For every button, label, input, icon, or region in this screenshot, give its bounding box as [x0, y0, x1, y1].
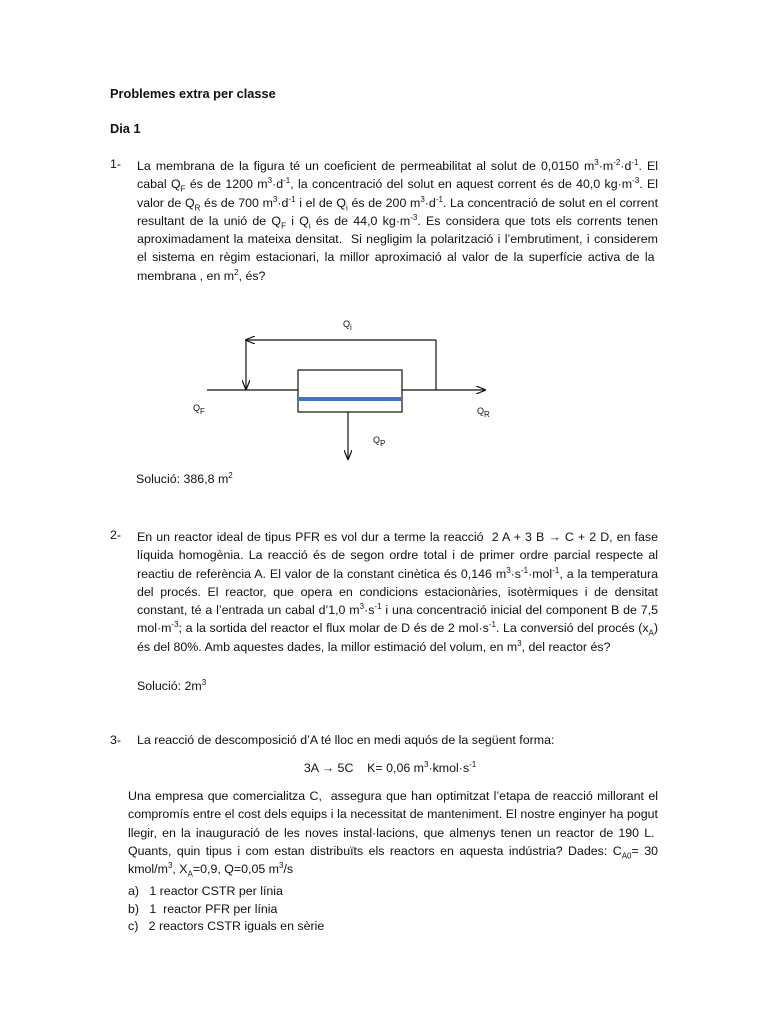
reaction-equation: 3A → 5C K= 0,06 $m^3\cdot kmol\cdot s^{-1}$	[303, 759, 477, 775]
day-heading: Dia 1	[110, 121, 141, 136]
problem-3-options	[128, 883, 324, 936]
problem-3-statement: Una empresa que comercialitza C, assegura que han optimitzat l’etapa de reacció millorant el compromís entre el cost dels equips i la necessitat de manteniment. El nostre enginyer ha pogut llegir, en la inauguració de les noves instal·lacions, que almenys tenen un reactor de 190 L. Quants, quin tipus i com estan distribuïts els reactors en aquesta indústria? Dades: $C_{A0}= 30$ kmol/$m^3$, $X_A=0,9$, Q=0,05 $m^3/s$	[128, 789, 658, 879]
problem-1-solution: Solució: 386,8 $m^2$	[136, 470, 233, 486]
option-b: b) 1 reactor PFR per línia	[128, 901, 278, 916]
problem-1-number: 1-	[110, 157, 122, 171]
problem-3-number: 3-	[110, 733, 122, 747]
option-a: a) 1 reactor CSTR per línia	[128, 884, 283, 898]
problem-2-statement: En un reactor ideal de tipus PFR es vol dur a terme la reacció 2 A + 3 B → C + 2 D, en fase líquida homogènia. La reacció és de segon ordre total i de primer ordre parcial respecte al reactiu de referència A. El valor de la constant cinètica és 0,146 $m^3\cdot s^{-1}\cdot mol^{-1}$, a la temperatura del procés. El reactor, que opera en condicions estacionàries, isotèrmiques i de densitat constant, té a l’entrada un cabal d’1,0 $m^3\cdot s^{-1}$ i una concentració inicial del component B de 7,5 $mol\cdot m^{-3}$; a la sortida del reactor el flux molar de D és de 2 $mol\cdot s^{-1}$. La conversió del procés $(x_A)$ és del 80%. Amb aquestes dades, la millor estimació del volum, en $m^3$, del reactor és?	[137, 530, 659, 654]
problem-2-number: 2-	[110, 528, 122, 542]
option-c: c) 2 reactors CSTR iguals en sèrie	[128, 919, 325, 933]
membrane-diagram	[195, 315, 495, 465]
problem-1-statement: La membrana de la figura té un coeficient de permeabilitat al solut de 0,0150 $m^3\cdot m^{-2}\cdot d^{-1}$. El cabal $Q_F$ és de 1200 $m^3\cdot d^{-1}$, la concentració del solut en aquest corrent és de 40,0 $kg\cdot m^{-3}$. El valor de $Q_R$ és de 700 $m^3\cdot d^{-1}$ i el de $Q_i$ és de 200 $m^3\cdot d^{-1}$. La concentració de solut en el corrent resultant de la unió de $Q_F$ i $Q_i$ és de 44,0 $kg\cdot m^{-3}$. Es considera que tots els corrents tenen aproximadament la mateixa densitat. Si negligim la polarització i l’embrutiment, i considerem el sistema en règim estacionari, la millor aproximació al valor de la superfície activa de la membrana , en $m^2$, és?	[137, 157, 659, 283]
label-qr: $Q_R$	[477, 406, 490, 419]
label-qp: $Q_P$	[373, 435, 386, 448]
label-qf: $Q_F$	[193, 403, 205, 416]
membrane-module-box	[298, 370, 402, 412]
problem-2-solution: Solució: $2m^3$	[137, 677, 207, 693]
problem-3-intro: La reacció de descomposició d’A té lloc en medi aquós de la següent forma:	[137, 733, 555, 747]
document-title: Problemes extra per classe	[110, 86, 276, 101]
label-qi: $Q_i$	[343, 319, 352, 332]
